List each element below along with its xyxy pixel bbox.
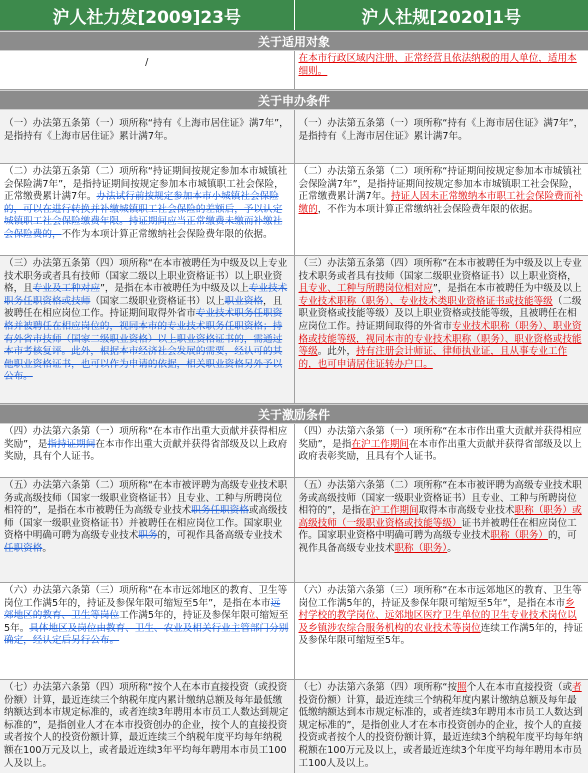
row6-left-e: 的，可视作具备高级专业技术 [157, 530, 283, 542]
row7-right [295, 583, 588, 679]
row3-right-a: （二）办法第五条第（二）项所称“持证期间按规定参加本市城镇社会保险满7年”，是指持证期间按规定参加本市城镇职工社会保险，正常缴费累计满7年。 [298, 166, 582, 203]
row8-right [295, 680, 588, 773]
section-incentive-conditions: 关于激励条件 [0, 404, 588, 424]
section-application-conditions: 关于申办条件 [0, 90, 588, 110]
row2-left: （一）办法第五条第（一）项所称“持有《上海市居住证》满7年”，是指持有《上海市居住证》累计满7年。 [0, 110, 295, 163]
row7-left-c: 工作满5年的，持证及参保年限可缩短至5年。 [4, 610, 289, 634]
row6-right-e: 证书并被聘任在相应岗位工作。国家职业资格中明确可聘为高级专业技术 [298, 517, 577, 542]
table-row [0, 51, 588, 90]
row4-right-b: 且专业、工种与所聘岗位相对应 [298, 283, 433, 295]
table-row [0, 164, 588, 256]
row7-left-b: 远郊地区的教育、卫生等岗位 [4, 597, 281, 622]
row7-right-c: 连续工作满5年的，持证及参保年限可缩短至5年。 [298, 622, 583, 647]
row1-left [0, 51, 295, 89]
row4-right-g: 。此外， [317, 346, 357, 358]
row6-right-i: 。 [447, 542, 457, 554]
row6-left-a: （五）办法第六条第（二）项所称“在本市被评聘为高级专业技术职务或高级技师（国家一级职业资格证书）且专业、工种与所聘岗位相符的”，是指在本市被聘任为高级专业技术 [4, 480, 288, 517]
row4-left-i: ；持有外省市技师（国家二级职业资格）以上职业资格证书的，需通过本市考核复评。此外， [4, 320, 283, 358]
row4-right-f: 专业技术职称（职务）、职业资格或技能等级，视同本市的专业技术职称（职务）、职业资格或技能等级 [298, 320, 582, 358]
row8-right-d: 者 [572, 682, 582, 693]
row7-left-a: （六）办法第六条第（三）项所称“在本市远郊地区的教育、卫生等岗位工作满5年的，持证及参保年限可缩短至5年”，是指在本市 [4, 585, 288, 609]
row5-left-c: 在本市作出重大贡献并获得省部级及以上政府奖励，具有个人证书。 [4, 438, 288, 463]
row5-right [295, 424, 588, 477]
row6-left-g: 。 [42, 542, 52, 554]
row6-right-d: 职称（职务）或高级技师（一级职业资格或技能等级） [298, 505, 582, 529]
row4-left-a: （三）办法第五条第（四）项所称“在本市被聘任为中级及以上专业技术职务或者具有技师（国家二级以上职业资格证书）以上职业资格，且 [4, 258, 288, 295]
table-row [0, 110, 588, 164]
row4-left-j: 根据本市经济社会发展的需要，经认可的其他职业资格证书，也可以作为申请的依据，相关职业资格另外予以公布。 [4, 346, 283, 383]
row8-left: （七）办法第六条第（四）项所称“按个人在本市直接投资（或投资份额）计算，最近连续三个纳税年度内累计缴纳总额及每年最低缴纳额达到本市规定标准的，或者连续3年聘用本市员工人数达到规定标准的”，是指创业人才在本市投资创办的企业，按个人的直接投资或者按个人的投资份额计算，最近连续三个纳税年度平均每年纳税额在100万元及以上，或者最近连续3年平均每年聘用本市员工100人及以上。 [0, 680, 295, 773]
row4-right-h: 持有注册会计师证、律师执业证，且从事专业工作的，也可申请居住证转办户口。 [298, 346, 568, 370]
row4-left-b: 专业及工种对应 [32, 283, 100, 295]
row6-left-d: 职务 [138, 530, 158, 542]
row3-left-a: （二）办法第五条第（二）项所称“持证期间按规定参加本市城镇社会保险满7年”，是指持证期间按规定参加本市城镇职工社会保险，正常缴费累计满7年。 [4, 166, 288, 203]
row3-left-removed: 办法试行前按规定参加本市小城镇社会保险的，可以在进行转换并补缴城镇职工社会保险的差额后，予以认定城镇职工社会保险缴费年限。持证期间应当正常缴费未缴而补缴社会保险费的， [4, 191, 283, 240]
row5-left [0, 424, 295, 477]
table-row [0, 424, 588, 478]
row4-right [295, 256, 588, 403]
row8-right-a: （七）办法第六条第（四）项所称“按 [298, 682, 457, 693]
row7-left [0, 583, 295, 679]
row3-right [295, 164, 588, 255]
table-row [0, 583, 588, 680]
row4-right-e: （二级职业资格或技能等级）及以上职业资格或技能等级，且被聘任在相应岗位工作。持证期间取得的外省市 [298, 295, 582, 332]
row6-left-f: 任职资格 [4, 542, 43, 554]
row4-left-d: 专业技术职务任职资格或技师 [4, 283, 288, 307]
row3-left-c: 不作为本项计算正常缴纳社会保险费年限的依据。 [61, 228, 273, 240]
row4-right-c: ”，是指在本市被聘任为中级及以上 [432, 283, 582, 295]
row3-right-added: 持证人因未正常缴纳本市职工社会保险费而补缴的 [298, 191, 583, 215]
row1-right [295, 51, 588, 89]
row6-right-f: 职称（职务） [490, 530, 548, 542]
row5-right-a: （四）办法第六条第（一）项所称“在本市作出重大贡献并获得相应奖励”，是指 [298, 426, 582, 450]
row6-right-b: 沪工作期间 [370, 505, 419, 517]
row5-right-c: 在本市作出重大贡献并获得省部级及以上政府表彰奖励，且具有个人证书。 [298, 438, 582, 463]
row7-right-b: 乡村学校的教学岗位、远郊地区医疗卫生单位的卫生专业技术岗位以及乡镇涉农综合服务机构的农业技术等岗位 [298, 597, 577, 634]
row1-left-text: / [145, 57, 149, 68]
table-row [0, 680, 588, 773]
table-row [0, 478, 588, 583]
table-row [0, 256, 588, 404]
row2-right: （一）办法第五条第（一）项所称“持有《上海市居住证》满7年”，是指持有《上海市居住证》累计满7年。 [298, 118, 584, 142]
row1-right-text: 在本市行政区域内注册、正常经营且依法纳税的用人单位，适用本细则。 [298, 53, 577, 77]
row7-right-a: （六）办法第六条第（三）项所称“在本市远郊地区的教育、卫生等岗位工作满5年的，持证及参保年限可缩短至5年”，是指在本市 [298, 585, 582, 609]
row4-left-c: ”，是指在本市被聘任为中级及以上 [99, 283, 249, 295]
row3-right-c: ，不作为本项计算正常缴纳社会保险费年限的依据。 [317, 203, 539, 215]
row6-right-a: （五）办法第六条第（二）项所称“在本市被评聘为高级专业技术职务或高级技师（国家一级职业资格证书）且专业、工种与所聘岗位相符的”，是指在 [298, 480, 582, 517]
section-applicable-objects: 关于适用对象 [0, 31, 588, 51]
row8-right-e: 投资份额）计算，最近连续三个纳税年度内累计缴纳总额及每年最低缴纳额达到本市规定标准的，或者连续3年聘用本市员工人数达到规定标准的”，是指创业人才在本市投资创办的企业，按个人的直接投资或者按个人的投资份额计算，最近连续3个纳税年度平均每年纳税额在100万元及以上，或者最近连续3个年度平均每年聘用本市员工100人及以上。 [298, 694, 583, 769]
row6-right-c: 取得本市高级专业技术 [418, 505, 515, 517]
header-right-title: 沪人社规[2020]1号 [361, 7, 522, 28]
row3-left [0, 164, 295, 255]
row5-left-a: （四）办法第六条第（一）项所称“在本市作出重大贡献并获得相应奖励”，是 [4, 426, 288, 450]
row7-left-d: 具体地区及岗位由教育、卫生、农业及相关行业主管部门分别确定，经认定后另行公布。 [4, 622, 289, 647]
row6-left [0, 478, 295, 582]
row8-right-b: 照 [456, 682, 467, 693]
row4-left-g: ，且被聘任在相应岗位工作。持证期间取得外省市 [4, 295, 283, 320]
row6-left-c: 或高级技师（国家一级职业资格证书）并被聘任在相应岗位工作。国家职业资格中明确可聘为高级专业技术 [4, 505, 288, 542]
row5-right-b: 在沪工作期间 [351, 438, 410, 450]
row6-left-b: 职务任职资格 [191, 505, 249, 517]
row4-left-f: 职业资格 [224, 295, 264, 307]
row6-right [295, 478, 588, 582]
table-header [0, 0, 588, 31]
row4-right-a: （三）办法第五条第（四）项所称“在本市被聘任为中级及以上专业技术职务或者具有技师（国家二级职业资格证书）以上职业资格， [298, 258, 582, 282]
row4-left-h: 专业技术职务任职资格并被聘任在相应岗位的，视同本市的专业技术职务任职资格 [4, 308, 283, 332]
row8-right-c: 个人在本市直接投资（或 [466, 682, 573, 693]
row6-right-h: 职称（职务） [394, 542, 448, 554]
row4-left-e: （国家二级职业资格证书）以上 [90, 295, 225, 307]
header-left-title: 沪人社力发[2009]23号 [0, 0, 295, 30]
row5-left-b: 指持证期间 [47, 438, 96, 450]
row4-right-d: 专业技术职称（职务）、专业技术类职业资格证书或技能等级 [298, 295, 553, 307]
row4-left [0, 256, 295, 403]
row6-right-g: 的，可视作具备高级专业技术 [298, 530, 577, 554]
